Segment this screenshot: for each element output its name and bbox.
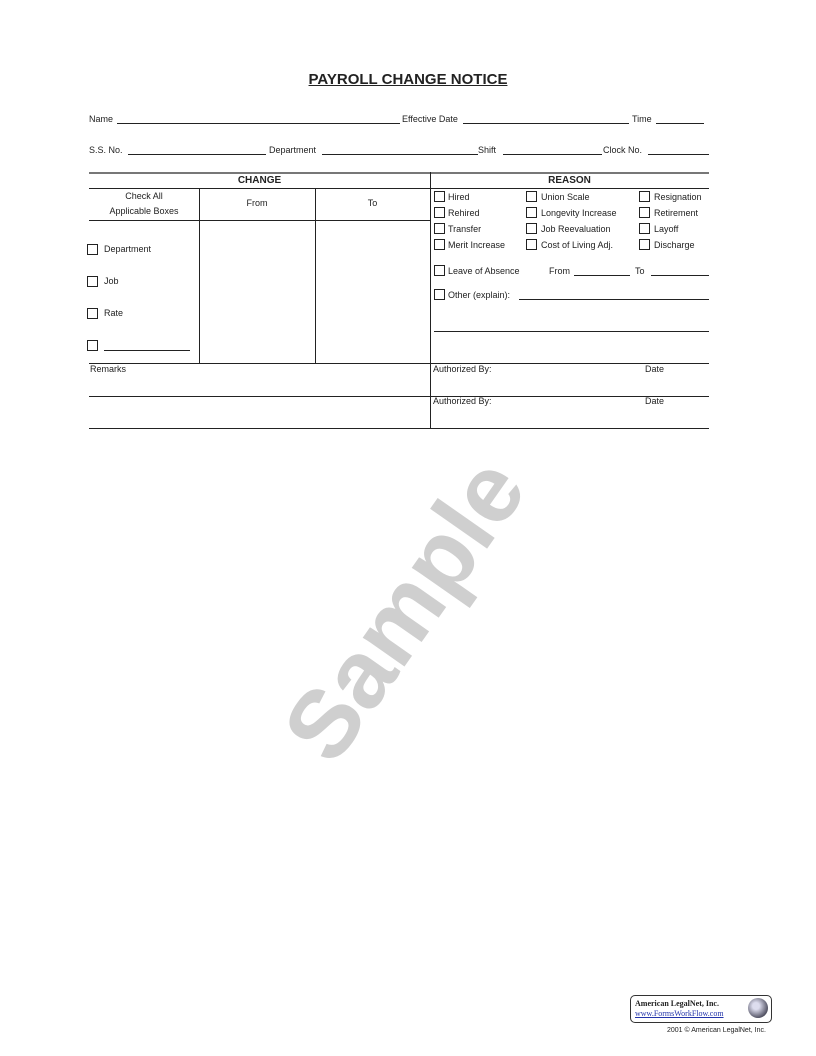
sample-watermark: Sample — [262, 439, 547, 781]
cost-of-living-label: Cost of Living Adj. — [541, 240, 614, 250]
hired-label: Hired — [448, 192, 470, 202]
date-label: Date — [645, 396, 665, 406]
table-rule — [89, 428, 709, 429]
layoff-label: Layoff — [654, 224, 679, 234]
job-label: Job — [104, 276, 119, 286]
column-divider — [315, 188, 316, 363]
rate-label: Rate — [104, 308, 124, 318]
column-divider — [199, 188, 200, 363]
copyright: 2001 © American LegalNet, Inc. — [667, 1027, 766, 1034]
layoff-checkbox[interactable] — [639, 223, 650, 234]
leave-of-absence-checkbox[interactable] — [434, 265, 445, 276]
check-all-label: Applicable Boxes — [109, 206, 179, 216]
from-column-header: From — [246, 198, 268, 208]
job-reevaluation-label: Job Reevaluation — [541, 224, 611, 234]
subheader-rule — [89, 220, 430, 221]
remarks-label: Remarks — [90, 364, 127, 374]
page-title: PAYROLL CHANGE NOTICE — [308, 71, 508, 88]
time-label: Time — [632, 114, 652, 124]
hired-checkbox[interactable] — [434, 191, 445, 202]
clock-no-label: Clock No. — [603, 145, 643, 155]
merit-increase-checkbox[interactable] — [434, 239, 445, 250]
globe-icon — [748, 998, 768, 1018]
effective-date-field[interactable] — [463, 123, 629, 124]
table-rule — [89, 396, 709, 397]
other-change-checkbox[interactable] — [87, 340, 98, 351]
leave-from-field[interactable] — [574, 275, 630, 276]
clock-no-field[interactable] — [648, 154, 709, 155]
reason-heading: REASON — [548, 175, 591, 186]
change-heading: CHANGE — [237, 175, 282, 186]
department-field[interactable] — [322, 154, 478, 155]
merit-increase-label: Merit Increase — [448, 240, 506, 250]
american-legalnet-logo — [630, 995, 772, 1023]
discharge-checkbox[interactable] — [639, 239, 650, 250]
table-top-rule — [89, 172, 709, 174]
other-reason-label: Other (explain): — [448, 290, 511, 300]
department-label: Department — [104, 244, 152, 254]
resignation-label: Resignation — [654, 192, 702, 202]
to-column-header: To — [367, 198, 378, 208]
shift-label: Shift — [478, 145, 497, 155]
longevity-increase-checkbox[interactable] — [526, 207, 537, 218]
shift-field[interactable] — [503, 154, 602, 155]
union-scale-label: Union Scale — [541, 192, 590, 202]
check-all-label: Check All — [125, 191, 163, 201]
leave-from-label: From — [549, 266, 570, 276]
logo-name: American LegalNet, Inc. — [635, 999, 719, 1008]
time-field[interactable] — [656, 123, 704, 124]
logo-url[interactable]: www.FormsWorkFlow.com — [635, 1009, 724, 1018]
other-reason-field-line2[interactable] — [434, 331, 709, 332]
leave-to-field[interactable] — [651, 275, 709, 276]
transfer-label: Transfer — [448, 224, 482, 234]
date-label: Date — [645, 364, 665, 374]
discharge-label: Discharge — [654, 240, 695, 250]
other-change-field[interactable] — [104, 350, 190, 351]
rehired-label: Rehired — [448, 208, 480, 218]
longevity-increase-label: Longevity Increase — [541, 208, 617, 218]
ss-no-field[interactable] — [128, 154, 266, 155]
other-reason-field[interactable] — [519, 299, 709, 300]
leave-to-label: To — [635, 266, 645, 276]
name-label: Name — [89, 114, 114, 124]
retirement-label: Retirement — [654, 208, 699, 218]
department-checkbox[interactable] — [87, 244, 98, 255]
header-rule — [89, 188, 709, 189]
other-reason-checkbox[interactable] — [434, 289, 445, 300]
effective-date-label: Effective Date — [402, 114, 458, 124]
department-label: Department — [269, 145, 317, 155]
job-checkbox[interactable] — [87, 276, 98, 287]
authorized-by-label: Authorized By: — [433, 364, 492, 374]
resignation-checkbox[interactable] — [639, 191, 650, 202]
name-field[interactable] — [117, 123, 400, 124]
rehired-checkbox[interactable] — [434, 207, 445, 218]
column-divider — [430, 172, 431, 428]
cost-of-living-checkbox[interactable] — [526, 239, 537, 250]
transfer-checkbox[interactable] — [434, 223, 445, 234]
rate-checkbox[interactable] — [87, 308, 98, 319]
leave-of-absence-label: Leave of Absence — [448, 266, 520, 276]
job-reevaluation-checkbox[interactable] — [526, 223, 537, 234]
authorized-by-label: Authorized By: — [433, 396, 492, 406]
union-scale-checkbox[interactable] — [526, 191, 537, 202]
table-rule — [89, 363, 709, 364]
ss-no-label: S.S. No. — [89, 145, 123, 155]
retirement-checkbox[interactable] — [639, 207, 650, 218]
